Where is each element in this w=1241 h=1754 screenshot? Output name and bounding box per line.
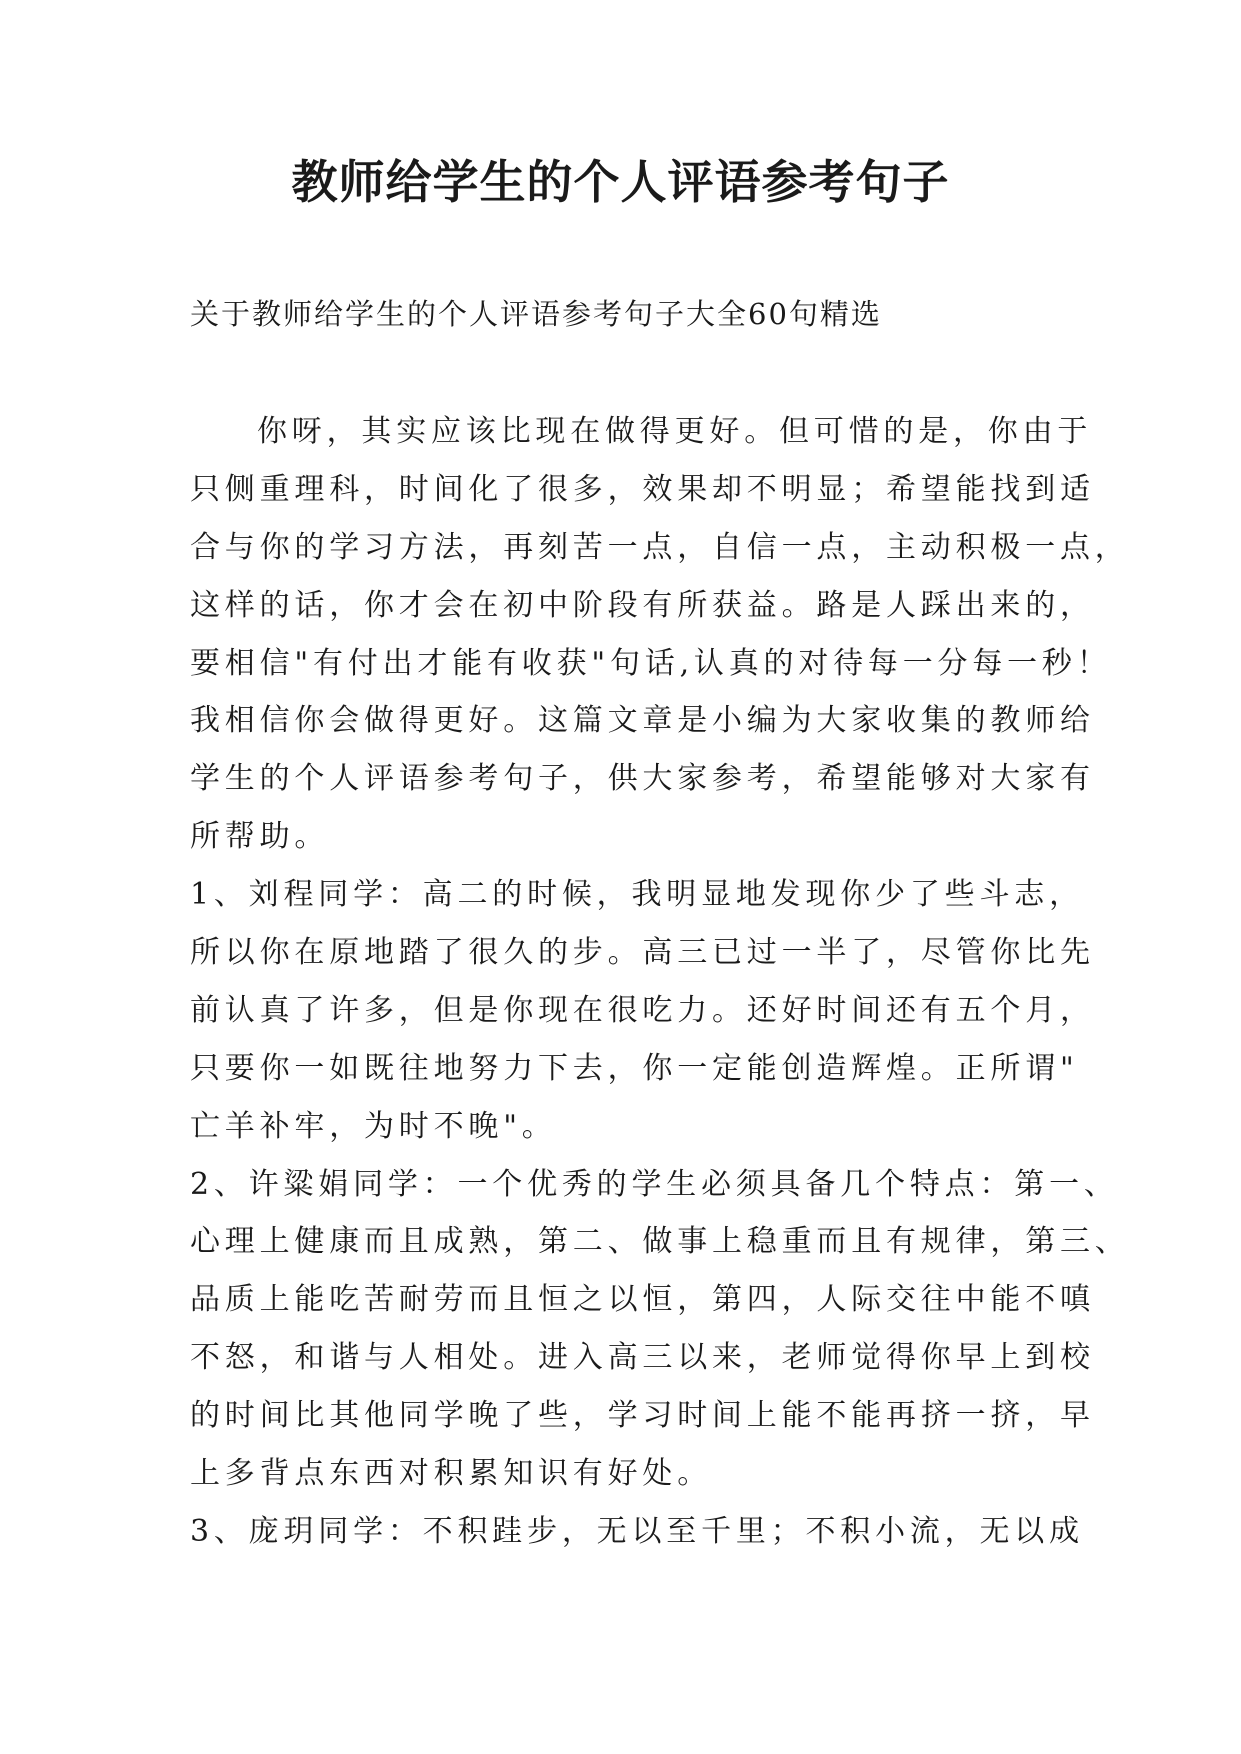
body-line: 这样的话，你才会在初中阶段有所获益。路是人踩出来的， <box>190 587 1095 623</box>
document-body <box>190 403 1130 1561</box>
body-line: 要相信"有付出才能有收获"句话,认真的对待每一分每一秒！ <box>190 645 1112 681</box>
body-line: 只要你一如既往地努力下去，你一定能创造辉煌。正所谓" <box>190 1050 1079 1086</box>
body-line: 合与你的学习方法，再刻苦一点，自信一点，主动积极一点， <box>190 529 1130 565</box>
body-line: 1、刘程同学：高二的时候，我明显地发现你少了些斗志， <box>190 877 1084 913</box>
body-line: 学生的个人评语参考句子，供大家参考，希望能够对大家有 <box>190 761 1095 797</box>
body-line: 不怒，和谐与人相处。进入高三以来，老师觉得你早上到校 <box>190 1340 1095 1376</box>
document-title: 教师给学生的个人评语参考句子 <box>291 155 950 209</box>
body-line: 上多背点东西对积累知识有好处。 <box>190 1456 712 1492</box>
body-line: 只侧重理科，时间化了很多，效果却不明显；希望能找到适 <box>190 471 1095 507</box>
body-line: 2、许粱娟同学：一个优秀的学生必须具备几个特点：第一、 <box>190 1166 1119 1202</box>
body-line: 亡羊补牢，为时不晚"。 <box>190 1108 557 1144</box>
body-line: 所以你在原地踏了很久的步。高三已过一半了，尽管你比先 <box>190 935 1095 971</box>
body-line: 前认真了许多，但是你现在很吃力。还好时间还有五个月， <box>190 992 1095 1028</box>
body-line: 心理上健康而且成熟，第二、做事上稳重而且有规律，第三、 <box>190 1224 1130 1260</box>
body-line: 3、庞玥同学：不积跬步，无以至千里；不积小流，无以成 <box>190 1513 1084 1549</box>
body-line: 我相信你会做得更好。这篇文章是小编为大家收集的教师给 <box>190 703 1095 739</box>
body-line: 品质上能吃苦耐劳而且恒之以恒，第四，人际交往中能不嗔 <box>190 1282 1095 1318</box>
body-line: 的时间比其他同学晚了些，学习时间上能不能再挤一挤，早 <box>190 1398 1095 1434</box>
document-subtitle: 关于教师给学生的个人评语参考句子大全60句精选 <box>190 297 882 331</box>
body-line: 你呀，其实应该比现在做得更好。但可惜的是，你由于 <box>257 414 1093 449</box>
body-line: 所帮助。 <box>190 819 330 855</box>
